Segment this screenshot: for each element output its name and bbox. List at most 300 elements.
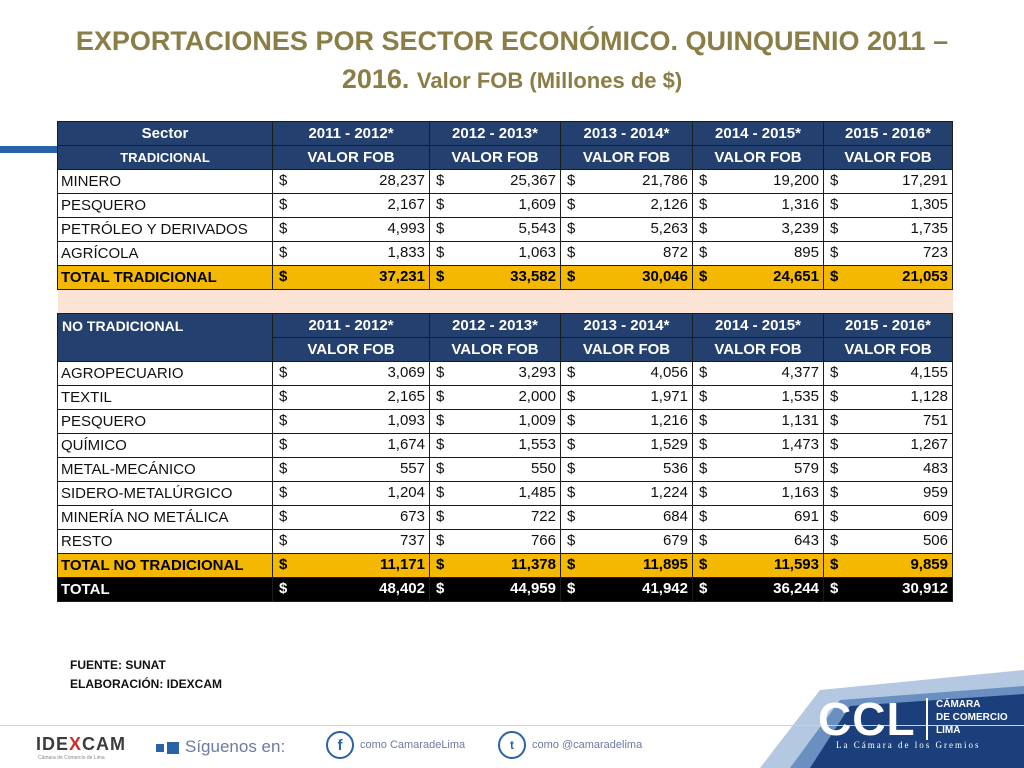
value-cell: [824, 386, 953, 410]
sector-name: TOTAL NO TRADICIONAL: [58, 554, 273, 578]
value-cell: [693, 578, 824, 602]
value-cell: [693, 506, 824, 530]
value-cell: [561, 506, 693, 530]
spacer-row: [58, 290, 953, 314]
header-sector: Sector: [58, 122, 273, 146]
currency-symbol: $: [436, 532, 445, 549]
idexcam-logo-x: X: [69, 734, 83, 754]
value-amount: 1,529: [650, 436, 688, 453]
currency-symbol: $: [830, 532, 839, 549]
value-cell: [430, 266, 561, 290]
value-cell: [693, 362, 824, 386]
value-cell: [824, 506, 953, 530]
currency-symbol: $: [699, 580, 708, 597]
header-period: 2014 - 2015*: [693, 314, 824, 338]
value-amount: 1,316: [781, 196, 819, 213]
value-cell: [693, 458, 824, 482]
value-amount: 1,204: [387, 484, 425, 501]
value-amount: 4,993: [387, 220, 425, 237]
value-amount: 28,237: [379, 172, 425, 189]
value-cell: [273, 266, 430, 290]
header-category: TRADICIONAL: [58, 146, 273, 170]
value-amount: 4,377: [781, 364, 819, 381]
value-cell: [561, 482, 693, 506]
currency-symbol: $: [279, 172, 288, 189]
currency-symbol: $: [436, 556, 445, 573]
value-cell: [561, 242, 693, 266]
value-cell: [430, 194, 561, 218]
value-amount: 21,786: [642, 172, 688, 189]
twitter-link[interactable]: [498, 731, 642, 759]
currency-symbol: $: [436, 172, 445, 189]
idexcam-logo-a: IDE: [36, 734, 70, 754]
sector-name: PESQUERO: [58, 194, 273, 218]
currency-symbol: $: [436, 268, 445, 285]
sector-name: METAL-MECÁNICO: [58, 458, 273, 482]
value-amount: 673: [399, 508, 425, 525]
currency-symbol: $: [567, 580, 576, 597]
value-cell: [273, 506, 430, 530]
value-amount: 2,165: [387, 388, 425, 405]
value-cell: [824, 530, 953, 554]
currency-symbol: $: [279, 508, 288, 525]
value-cell: [824, 242, 953, 266]
exports-table: [57, 121, 953, 602]
value-cell: [561, 170, 693, 194]
sector-name: AGROPECUARIO: [58, 362, 273, 386]
value-cell: [824, 482, 953, 506]
value-amount: 19,200: [773, 172, 819, 189]
sector-name: MINERÍA NO METÁLICA: [58, 506, 273, 530]
value-amount: 1,735: [910, 220, 948, 237]
ccl-tagline: La Cámara de los Gremios: [836, 740, 981, 750]
value-amount: 579: [793, 460, 819, 477]
twitter-icon: t: [498, 731, 526, 759]
currency-symbol: $: [567, 196, 576, 213]
table-row: [58, 242, 953, 266]
value-amount: 24,651: [773, 268, 819, 285]
currency-symbol: $: [279, 388, 288, 405]
table-row: [58, 434, 953, 458]
value-cell: [561, 362, 693, 386]
value-amount: 1,833: [387, 244, 425, 261]
value-cell: [693, 194, 824, 218]
value-cell: [824, 170, 953, 194]
square-icon: [167, 742, 179, 754]
value-cell: [693, 410, 824, 434]
currency-symbol: $: [830, 484, 839, 501]
currency-symbol: $: [830, 244, 839, 261]
currency-symbol: $: [830, 364, 839, 381]
currency-symbol: $: [436, 196, 445, 213]
value-amount: 536: [662, 460, 688, 477]
value-amount: 1,609: [518, 196, 556, 213]
value-amount: 5,543: [518, 220, 556, 237]
value-amount: 4,056: [650, 364, 688, 381]
currency-symbol: $: [436, 244, 445, 261]
currency-symbol: $: [279, 196, 288, 213]
value-amount: 1,163: [781, 484, 819, 501]
value-cell: [693, 434, 824, 458]
value-amount: 21,053: [902, 268, 948, 285]
grand-total-row: [58, 578, 953, 602]
header-period: 2011 - 2012*: [273, 314, 430, 338]
value-amount: 483: [922, 460, 948, 477]
value-cell: [430, 410, 561, 434]
table-row: [58, 530, 953, 554]
value-amount: 1,305: [910, 196, 948, 213]
square-icon: [156, 744, 164, 752]
ccl-name-line: DE COMERCIO: [936, 712, 1008, 723]
header-period: 2012 - 2013*: [430, 314, 561, 338]
value-amount: 4,155: [910, 364, 948, 381]
header-period: 2013 - 2014*: [561, 314, 693, 338]
currency-symbol: $: [699, 220, 708, 237]
currency-symbol: $: [279, 580, 288, 597]
value-cell: [693, 242, 824, 266]
ccl-name-line: CÁMARA: [936, 699, 981, 710]
value-amount: 3,239: [781, 220, 819, 237]
value-amount: 3,293: [518, 364, 556, 381]
value-cell: [824, 434, 953, 458]
sector-name: PESQUERO: [58, 410, 273, 434]
sector-name: QUÍMICO: [58, 434, 273, 458]
value-cell: [430, 434, 561, 458]
currency-symbol: $: [830, 508, 839, 525]
table-row: [58, 482, 953, 506]
currency-symbol: $: [436, 484, 445, 501]
header-value-fob: VALOR FOB: [430, 146, 561, 170]
value-amount: 959: [922, 484, 948, 501]
value-cell: [824, 458, 953, 482]
value-cell: [430, 386, 561, 410]
value-amount: 25,367: [510, 172, 556, 189]
value-amount: 5,263: [650, 220, 688, 237]
value-amount: 1,473: [781, 436, 819, 453]
title-line2: 2016.: [341, 64, 410, 94]
currency-symbol: $: [830, 460, 839, 477]
header-value-fob: VALOR FOB: [561, 146, 693, 170]
currency-symbol: $: [567, 532, 576, 549]
currency-symbol: $: [436, 508, 445, 525]
value-amount: 723: [922, 244, 948, 261]
subheader-row: [58, 146, 953, 170]
currency-symbol: $: [567, 556, 576, 573]
value-amount: 41,942: [642, 580, 688, 597]
header-period: 2012 - 2013*: [430, 122, 561, 146]
value-cell: [824, 410, 953, 434]
value-amount: 11,895: [642, 556, 688, 573]
value-cell: [561, 194, 693, 218]
currency-symbol: $: [279, 484, 288, 501]
table-row: [58, 362, 953, 386]
currency-symbol: $: [279, 436, 288, 453]
currency-symbol: $: [830, 388, 839, 405]
value-cell: [561, 434, 693, 458]
value-amount: 48,402: [379, 580, 425, 597]
value-cell: [824, 362, 953, 386]
table-row: [58, 410, 953, 434]
header-category: NO TRADICIONAL: [58, 314, 273, 362]
value-amount: 1,216: [650, 412, 688, 429]
currency-symbol: $: [699, 268, 708, 285]
header-period: 2014 - 2015*: [693, 122, 824, 146]
follow-us-label: Síguenos en:: [185, 737, 286, 756]
header-value-fob: VALOR FOB: [824, 338, 953, 362]
value-amount: 2,126: [650, 196, 688, 213]
currency-symbol: $: [830, 268, 839, 285]
value-amount: 1,485: [518, 484, 556, 501]
currency-symbol: $: [699, 172, 708, 189]
value-amount: 550: [530, 460, 556, 477]
currency-symbol: $: [279, 412, 288, 429]
currency-symbol: $: [567, 364, 576, 381]
currency-symbol: $: [279, 460, 288, 477]
table-row: [58, 506, 953, 530]
currency-symbol: $: [279, 364, 288, 381]
currency-symbol: $: [436, 436, 445, 453]
currency-symbol: $: [436, 412, 445, 429]
value-cell: [561, 578, 693, 602]
value-amount: 1,267: [910, 436, 948, 453]
value-amount: 11,378: [510, 556, 556, 573]
value-cell: [824, 194, 953, 218]
currency-symbol: $: [699, 532, 708, 549]
value-amount: 1,063: [518, 244, 556, 261]
value-cell: [824, 578, 953, 602]
value-cell: [693, 266, 824, 290]
currency-symbol: $: [830, 556, 839, 573]
idexcam-logo-b: CAM: [82, 734, 127, 754]
sector-name: TOTAL: [58, 578, 273, 602]
value-cell: [273, 386, 430, 410]
header-value-fob: VALOR FOB: [273, 146, 430, 170]
currency-symbol: $: [567, 172, 576, 189]
currency-symbol: $: [699, 196, 708, 213]
table-row: [58, 170, 953, 194]
value-amount: 1,553: [518, 436, 556, 453]
currency-symbol: $: [699, 436, 708, 453]
value-cell: [693, 530, 824, 554]
value-amount: 691: [793, 508, 819, 525]
value-cell: [430, 218, 561, 242]
value-cell: [430, 530, 561, 554]
idexcam-logo: [36, 734, 126, 755]
value-cell: [824, 218, 953, 242]
value-amount: 737: [399, 532, 425, 549]
sector-name: AGRÍCOLA: [58, 242, 273, 266]
currency-symbol: $: [567, 460, 576, 477]
header-value-fob: VALOR FOB: [824, 146, 953, 170]
value-cell: [273, 218, 430, 242]
value-amount: 751: [922, 412, 948, 429]
value-amount: 1,674: [387, 436, 425, 453]
sector-name: TOTAL TRADICIONAL: [58, 266, 273, 290]
header-value-fob: VALOR FOB: [693, 146, 824, 170]
value-amount: 1,971: [650, 388, 688, 405]
value-cell: [561, 410, 693, 434]
value-cell: [430, 458, 561, 482]
idexcam-subtitle: Cámara de Comercio de Lima: [38, 755, 105, 761]
facebook-label: como CamaradeLima: [360, 739, 466, 751]
currency-symbol: $: [567, 484, 576, 501]
currency-symbol: $: [279, 556, 288, 573]
value-amount: 44,959: [510, 580, 556, 597]
value-amount: 17,291: [902, 172, 948, 189]
value-cell: [430, 482, 561, 506]
table-row: [58, 194, 953, 218]
value-amount: 37,231: [379, 268, 425, 285]
value-cell: [693, 170, 824, 194]
currency-symbol: $: [830, 412, 839, 429]
currency-symbol: $: [567, 268, 576, 285]
ccl-logo: CCL: [818, 693, 916, 745]
source-line: FUENTE: SUNAT: [70, 658, 166, 672]
header-row: [58, 314, 953, 338]
total-non-traditional-row: [58, 554, 953, 578]
sector-name: MINERO: [58, 170, 273, 194]
follow-us: [156, 737, 285, 757]
value-amount: 30,912: [902, 580, 948, 597]
value-amount: 643: [793, 532, 819, 549]
value-cell: [561, 386, 693, 410]
page-title: [40, 22, 984, 100]
currency-symbol: $: [567, 508, 576, 525]
value-cell: [273, 242, 430, 266]
ccl-name: [936, 698, 1008, 737]
currency-symbol: $: [699, 364, 708, 381]
currency-symbol: $: [567, 220, 576, 237]
currency-symbol: $: [436, 364, 445, 381]
currency-symbol: $: [436, 460, 445, 477]
value-amount: 11,171: [379, 556, 425, 573]
value-cell: [273, 194, 430, 218]
value-amount: 30,046: [642, 268, 688, 285]
value-amount: 11,593: [773, 556, 819, 573]
currency-symbol: $: [567, 244, 576, 261]
currency-symbol: $: [699, 460, 708, 477]
value-amount: 1,535: [781, 388, 819, 405]
value-cell: [693, 554, 824, 578]
currency-symbol: $: [830, 172, 839, 189]
value-amount: 33,582: [510, 268, 556, 285]
currency-symbol: $: [699, 412, 708, 429]
currency-symbol: $: [567, 388, 576, 405]
value-cell: [693, 386, 824, 410]
header-row: [58, 122, 953, 146]
currency-symbol: $: [830, 196, 839, 213]
value-cell: [430, 578, 561, 602]
currency-symbol: $: [699, 556, 708, 573]
value-cell: [824, 266, 953, 290]
value-amount: 1,131: [781, 412, 819, 429]
value-amount: 2,000: [518, 388, 556, 405]
value-cell: [273, 410, 430, 434]
header-value-fob: VALOR FOB: [430, 338, 561, 362]
currency-symbol: $: [567, 436, 576, 453]
header-period: 2013 - 2014*: [561, 122, 693, 146]
currency-symbol: $: [279, 532, 288, 549]
value-amount: 722: [530, 508, 556, 525]
sector-name: RESTO: [58, 530, 273, 554]
header-period: 2015 - 2016*: [824, 314, 953, 338]
header-value-fob: VALOR FOB: [273, 338, 430, 362]
value-amount: 895: [793, 244, 819, 261]
facebook-link[interactable]: [326, 731, 465, 759]
value-amount: 3,069: [387, 364, 425, 381]
sector-name: TEXTIL: [58, 386, 273, 410]
value-amount: 766: [530, 532, 556, 549]
value-cell: [561, 218, 693, 242]
table-row: [58, 218, 953, 242]
value-cell: [430, 242, 561, 266]
currency-symbol: $: [830, 580, 839, 597]
value-amount: 557: [399, 460, 425, 477]
value-amount: 1,093: [387, 412, 425, 429]
facebook-icon: f: [326, 731, 354, 759]
currency-symbol: $: [436, 388, 445, 405]
header-value-fob: VALOR FOB: [561, 338, 693, 362]
value-cell: [273, 170, 430, 194]
value-amount: 609: [922, 508, 948, 525]
value-amount: 684: [662, 508, 688, 525]
currency-symbol: $: [279, 244, 288, 261]
value-amount: 1,224: [650, 484, 688, 501]
value-amount: 9,859: [910, 556, 948, 573]
total-traditional-row: [58, 266, 953, 290]
ccl-name-line: LIMA: [936, 725, 961, 736]
value-cell: [430, 506, 561, 530]
value-amount: 1,009: [518, 412, 556, 429]
value-cell: [273, 458, 430, 482]
header-period: 2011 - 2012*: [273, 122, 430, 146]
value-cell: [273, 554, 430, 578]
value-cell: [693, 482, 824, 506]
twitter-label: como @camaradelima: [532, 739, 643, 751]
value-cell: [273, 530, 430, 554]
title-unit: Valor FOB (Millones de $): [416, 68, 683, 93]
value-cell: [693, 218, 824, 242]
currency-symbol: $: [567, 412, 576, 429]
table-row: [58, 458, 953, 482]
currency-symbol: $: [830, 220, 839, 237]
value-cell: [561, 530, 693, 554]
sector-name: PETRÓLEO Y DERIVADOS: [58, 218, 273, 242]
left-accent-bar: [0, 146, 58, 153]
value-cell: [824, 554, 953, 578]
value-cell: [561, 554, 693, 578]
currency-symbol: $: [279, 268, 288, 285]
value-cell: [430, 362, 561, 386]
value-cell: [273, 578, 430, 602]
value-cell: [273, 482, 430, 506]
currency-symbol: $: [830, 436, 839, 453]
value-cell: [561, 458, 693, 482]
table-row: [58, 386, 953, 410]
value-cell: [561, 266, 693, 290]
currency-symbol: $: [699, 508, 708, 525]
currency-symbol: $: [699, 244, 708, 261]
currency-symbol: $: [699, 484, 708, 501]
currency-symbol: $: [279, 220, 288, 237]
currency-symbol: $: [436, 580, 445, 597]
value-amount: 36,244: [773, 580, 819, 597]
spacer-cell: [58, 290, 953, 314]
header-period: 2015 - 2016*: [824, 122, 953, 146]
sector-name: SIDERO-METALÚRGICO: [58, 482, 273, 506]
value-cell: [430, 170, 561, 194]
value-cell: [273, 434, 430, 458]
